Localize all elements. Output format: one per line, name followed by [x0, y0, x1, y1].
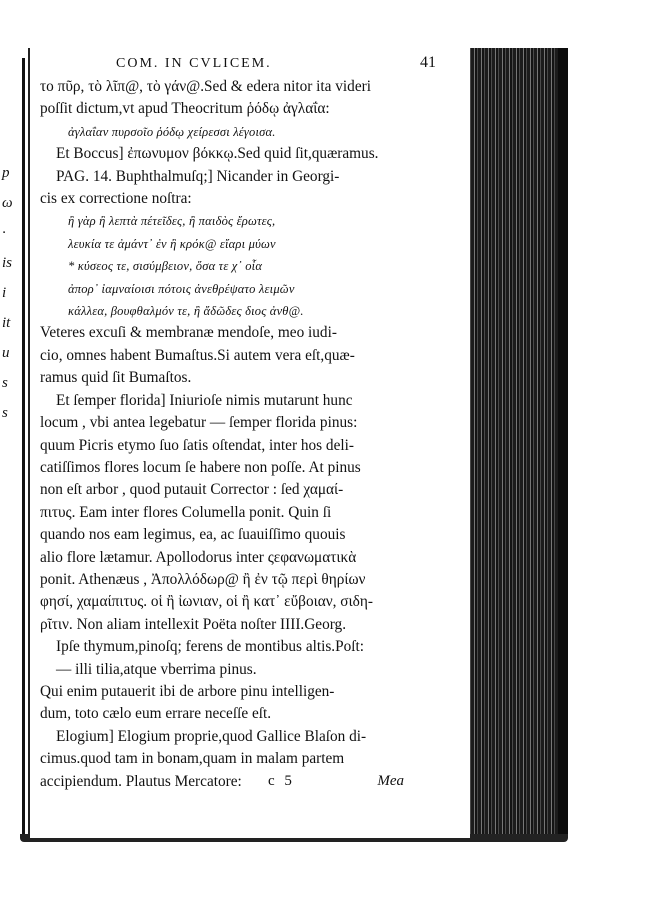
text-line: ἢ γὰρ ἢ λεπτὰ πέτεῖδες, ἢ παιδὸς ἔρωτες,: [68, 214, 276, 229]
text-line: poſſit dictum,vt apud Theocritum ῥόδῳ ἀγλαΐα:: [40, 100, 330, 118]
left-margin-fragment: s: [2, 375, 8, 391]
text-line: κάλλεα, βουφθαλμόν τε, ἢ ἄδῶδες διος ἀνθ@.: [68, 304, 304, 319]
text-line: ἀγλαΐαν πυρσοῖο ῥόδῳ χείρεσσι λέγοισα.: [68, 124, 276, 139]
book-page: [28, 48, 470, 840]
left-margin-fragment: ω: [2, 195, 13, 211]
text-line: locum , vbi antea legebatur — ſemper florida pinus:: [40, 414, 358, 432]
text-line: Veteres excuſi & membranæ mendoſe, meo iudi-: [40, 324, 337, 342]
text-line: accipiendum. Plautus Mercatore:: [40, 772, 242, 790]
text-line: φησί, χαμαίπιτυς. οἱ ἢ ἰωνιαν, οἱ ἢ κατ᾽ εὔβοιαν, σιδη-: [40, 593, 373, 611]
text-line: λευκία τε ἀμάντ᾽ ἐν ἢ κρόκ@ εἴαρι μύων: [68, 236, 276, 251]
text-line: cis ex correctione noſtra:: [40, 190, 192, 208]
text-line: Qui enim putauerit ibi de arbore pinu intelligen-: [40, 682, 335, 700]
left-margin-fragment: i: [2, 285, 7, 301]
catchword: Mea: [377, 773, 404, 789]
text-line: πιτυς. Eam inter flores Columella ponit. Quin ſi: [40, 503, 332, 521]
text-line: dum, toto cælo eum errare neceſſe eſt.: [40, 705, 272, 723]
left-page-edge: [0, 58, 25, 838]
text-line: quando nos eam legimus, ea, ac ſuauiſſimo quouis: [40, 526, 346, 544]
left-margin-fragment: u: [2, 345, 10, 361]
text-line: ramus quid ſit Bumaſtos.: [40, 369, 192, 387]
text-line: Et ſemper florida] Iniurioſe nimis mutarunt hunc: [56, 391, 353, 409]
text-line: PAG. 14. Buphthalmuſq;] Nicander in Georgi-: [56, 167, 340, 185]
text-line: quum Picris etymo ſuo ſatis oſtendat, inter hos deli-: [40, 436, 354, 454]
text-line: Et Boccus] ἐπωνυμον βόκκῳ.Sed quid ſit,quæramus.: [56, 145, 379, 163]
text-line: cimus.quod tam in bonam,quam in malam partem: [40, 750, 345, 768]
commentary-text: [40, 76, 440, 793]
running-header: [116, 56, 436, 72]
text-line: Elogium] Elogium proprie,quod Gallice Blaſon di-: [56, 727, 367, 745]
text-line: ponit. Athenæus , Ἀπολλόδωρ@ ἢ ἐν τῷ περὶ θηρίων: [40, 570, 366, 588]
text-line: ἀπορ᾽ ἰαμναίοισι πότοις ἀνεθρέψατο λειμῶν: [68, 281, 295, 296]
left-margin-fragment: is: [2, 255, 13, 271]
running-title: COM. IN CVLICEM.: [116, 56, 272, 71]
text-line: το πῦρ, τὸ λῖπ@, τὸ γάν@.Sed & edera nitor ita videri: [40, 78, 371, 95]
text-line: alio flore lætamur. Apollodorus inter ςεφανωματικὰ: [40, 548, 357, 566]
text-line: ρῖτιν. Non aliam intellexit Poëta noſter IIII.Georg.: [40, 615, 347, 633]
page-number: 41: [420, 54, 436, 71]
signature-mark: c 5: [268, 773, 295, 789]
left-margin-fragments: [2, 158, 18, 428]
left-margin-fragment: p: [2, 165, 10, 181]
text-line: cio, omnes habent Bumaſtus.Si autem vera eſt,quæ-: [40, 346, 355, 364]
book-page-edges: [468, 48, 568, 838]
left-margin-fragment: it: [2, 315, 11, 331]
left-margin-fragment: ·: [2, 225, 6, 241]
left-margin-fragment: s: [2, 405, 8, 421]
text-line: catiſſimos flores locum ſe habere non poſſe. At pinus: [40, 458, 361, 476]
text-line: Ipſe thymum,pinoſq; ferens de montibus altis.Poſt:: [56, 638, 365, 656]
text-line: * κύσεος τε, σισύμβειον, ὅσα τε χ᾽ οἶα: [68, 259, 263, 274]
text-line: non eſt arbor , quod putauit Corrector : ſed χαμαί-: [40, 481, 344, 499]
text-line: — illi tilia,atque vberrima pinus.: [56, 660, 257, 678]
